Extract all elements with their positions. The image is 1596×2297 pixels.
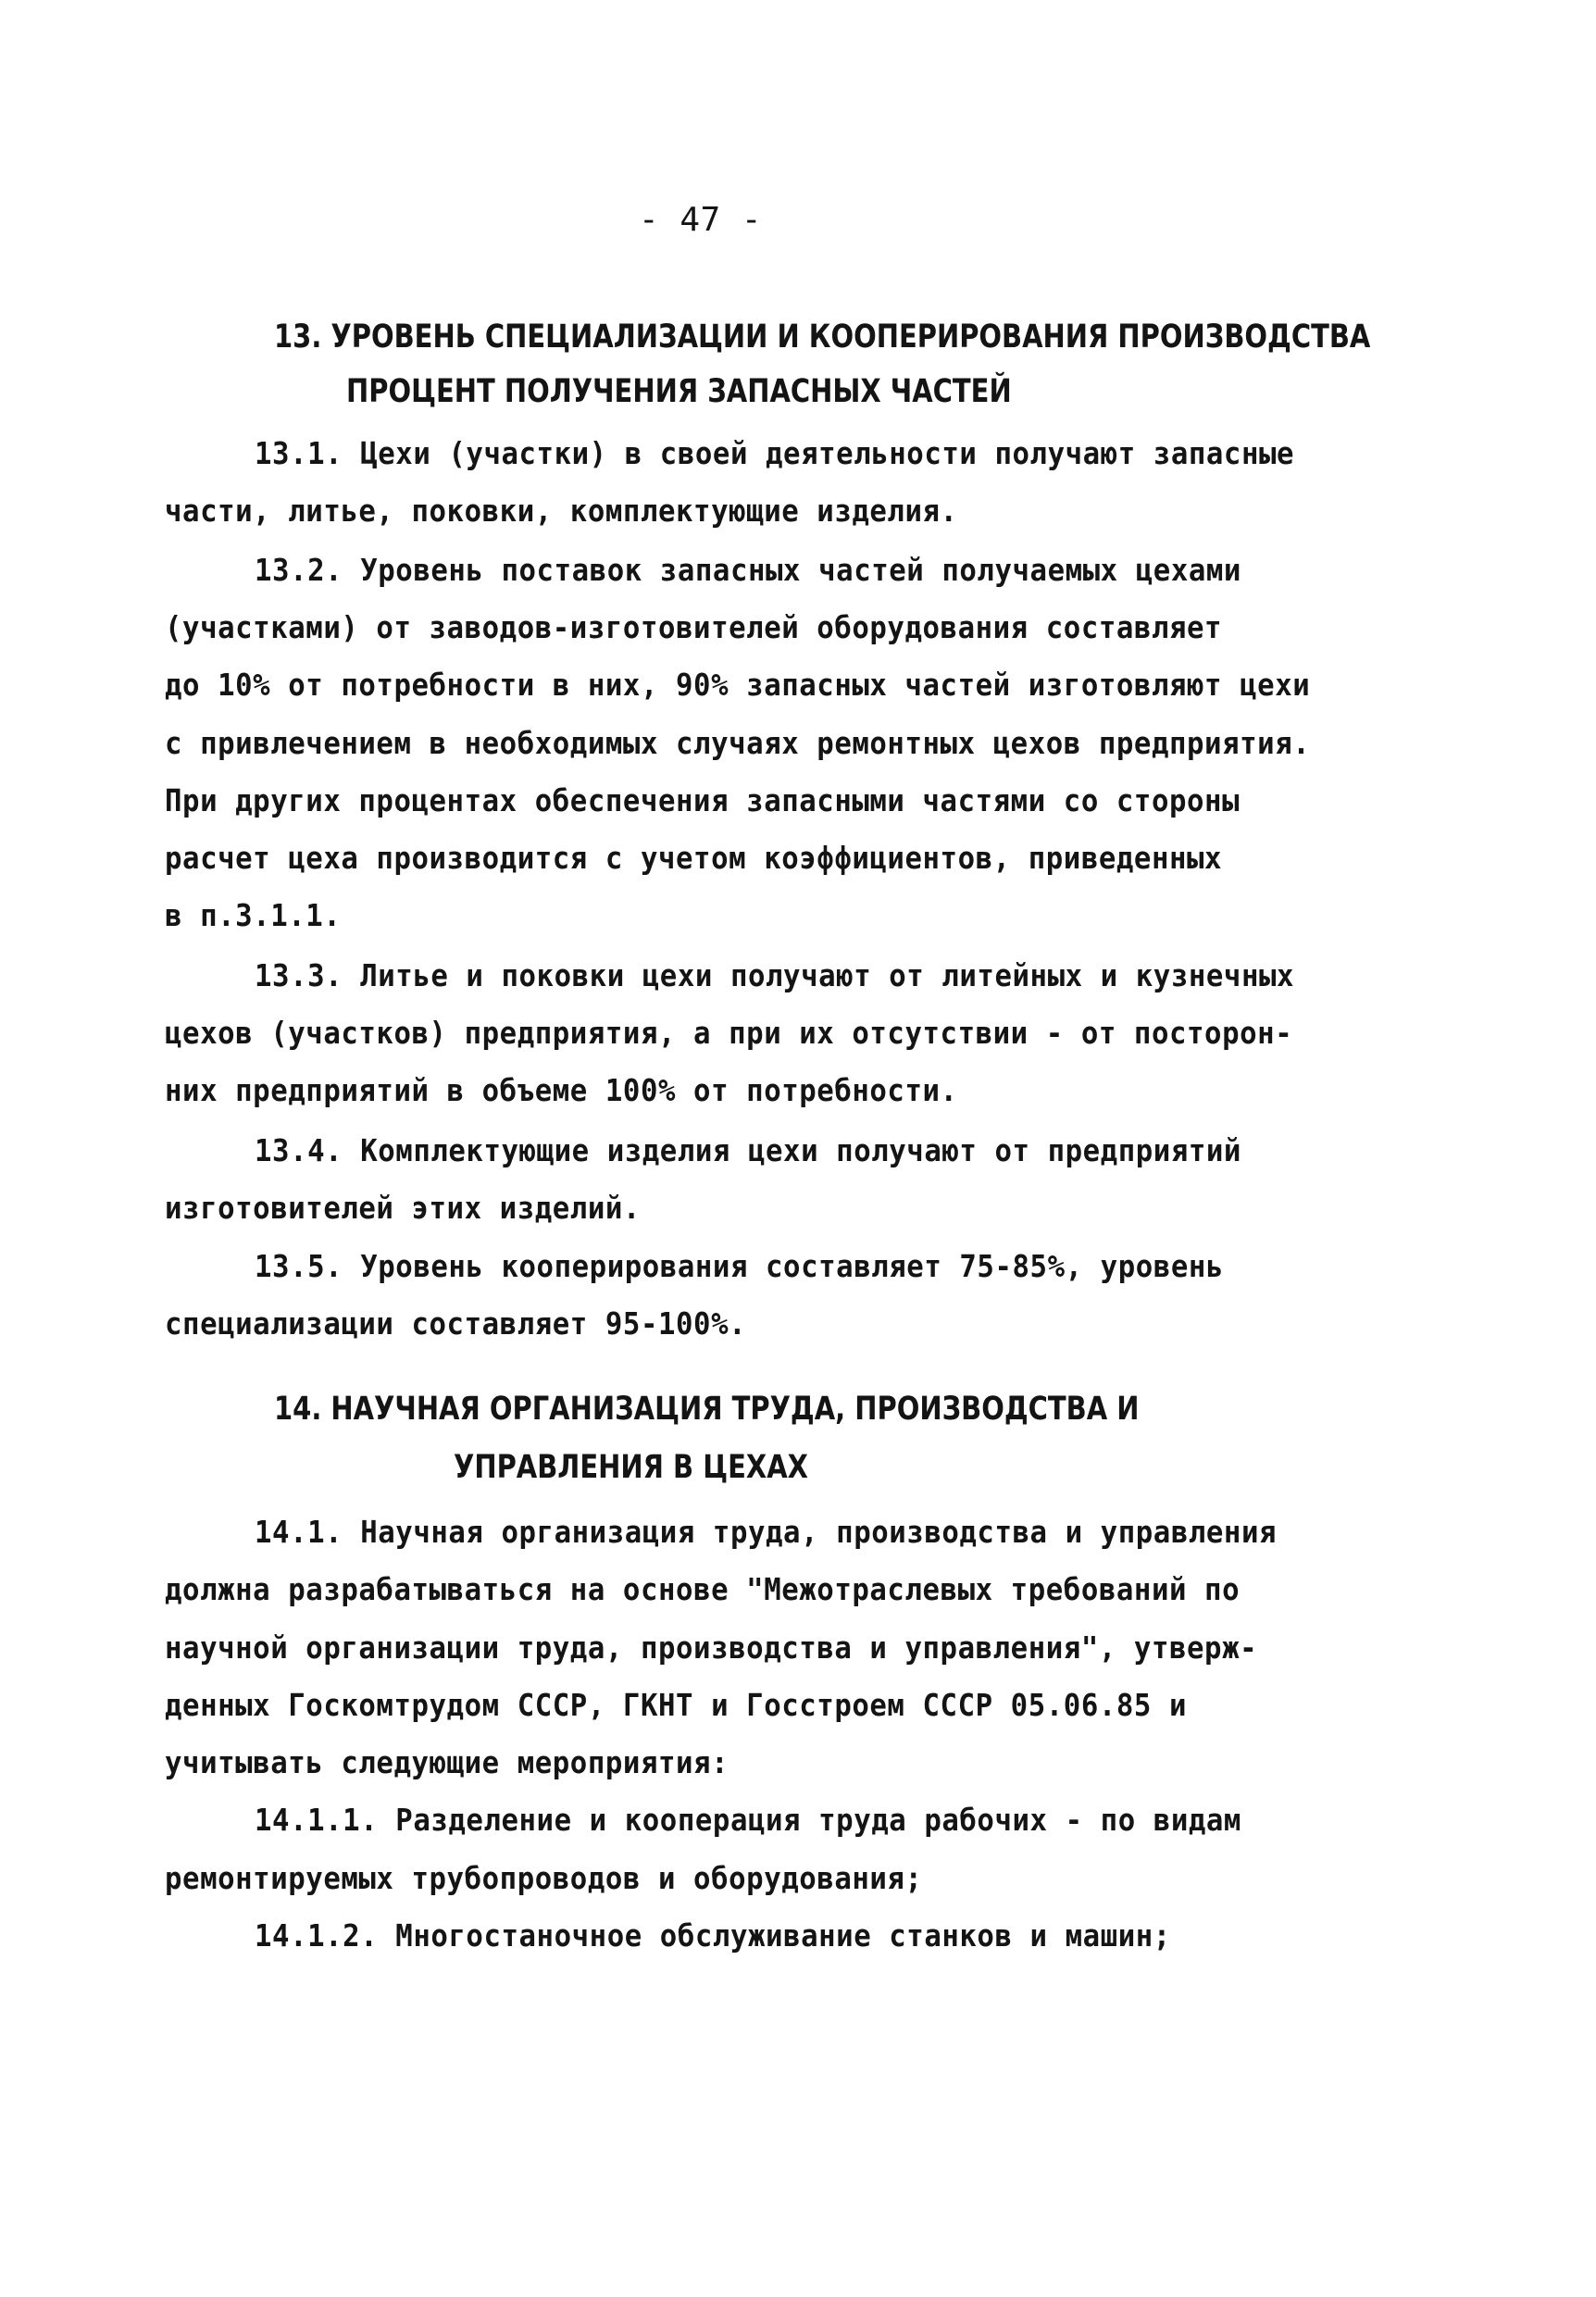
- section-13-heading-line-1: 13. УРОВЕНЬ СПЕЦИАЛИЗАЦИИ И КООПЕРИРОВАНИЯ ПРОИЗВОДСТВА: [274, 318, 1371, 356]
- paragraph-13-2-line-7: в п.3.1.1.: [165, 897, 342, 933]
- paragraph-14-1-line-5: учитывать следующие мероприятия:: [165, 1744, 729, 1780]
- paragraph-14-1-line-2: должна разрабатываться на основе "Межотраслевых требований по: [165, 1571, 1241, 1607]
- paragraph-13-4-line-2: изготовителей этих изделий.: [165, 1190, 641, 1226]
- paragraph-14-1-1-line-2: ремонтируемых трубопроводов и оборудования;: [165, 1860, 923, 1896]
- section-14-heading-line-1: 14. НАУЧНАЯ ОРГАНИЗАЦИЯ ТРУДА, ПРОИЗВОДСТВА И: [274, 1391, 1140, 1428]
- paragraph-14-1-line-3: научной организации труда, производства и управления", утверж-: [165, 1629, 1258, 1666]
- paragraph-13-2-line-5: При других процентах обеспечения запасными частями со стороны: [165, 782, 1241, 818]
- paragraph-13-3-line-3: них предприятий в объеме 100% от потребности.: [165, 1072, 958, 1108]
- paragraph-13-3-line-2: цехов (участков) предприятия, а при их отсутствии - от посторон-: [165, 1015, 1293, 1051]
- paragraph-13-4-line-1: 13.4. Комплектующие изделия цехи получают от предприятий: [255, 1132, 1241, 1168]
- paragraph-14-1-line-1: 14.1. Научная организация труда, производства и управления: [255, 1514, 1278, 1550]
- paragraph-14-1-line-4: денных Госкомтрудом СССР, ГКНТ и Госстроем СССР 05.06.85 и: [165, 1687, 1188, 1723]
- paragraph-14-1-1-line-1: 14.1.1. Разделение и кооперация труда рабочих - по видам: [255, 1802, 1241, 1838]
- paragraph-13-2-line-3: до 10% от потребности в них, 90% запасных частей изготовляют цехи: [165, 667, 1311, 703]
- paragraph-13-2-line-6: расчет цеха производится с учетом коэффициентов, приведенных: [165, 840, 1223, 876]
- section-14-heading-line-2: УПРАВЛЕНИЯ В ЦЕХАХ: [454, 1449, 808, 1486]
- paragraph-13-3-line-1: 13.3. Литье и поковки цехи получают от литейных и кузнечных: [255, 957, 1295, 993]
- paragraph-13-5-line-2: специализации составляет 95-100%.: [165, 1305, 747, 1342]
- paragraph-13-5-line-1: 13.5. Уровень кооперирования составляет 75-85%, уровень: [255, 1248, 1224, 1284]
- paragraph-13-2-line-1: 13.2. Уровень поставок запасных частей получаемых цехами: [255, 552, 1241, 588]
- paragraph-13-1-line-2: части, литье, поковки, комплектующие изделия.: [165, 493, 958, 529]
- section-13-heading-line-2: ПРОЦЕНТ ПОЛУЧЕНИЯ ЗАПАСНЫХ ЧАСТЕЙ: [346, 373, 1012, 410]
- page-number: - 47 -: [639, 201, 763, 239]
- paragraph-13-2-line-4: с привлечением в необходимых случаях ремонтных цехов предприятия.: [165, 725, 1311, 761]
- paragraph-13-2-line-2: (участками) от заводов-изготовителей оборудования составляет: [165, 609, 1223, 645]
- paragraph-14-1-2-line-1: 14.1.2. Многостаночное обслуживание станков и машин;: [255, 1917, 1171, 1954]
- paragraph-13-1-line-1: 13.1. Цехи (участки) в своей деятельности получают запасные: [255, 435, 1295, 471]
